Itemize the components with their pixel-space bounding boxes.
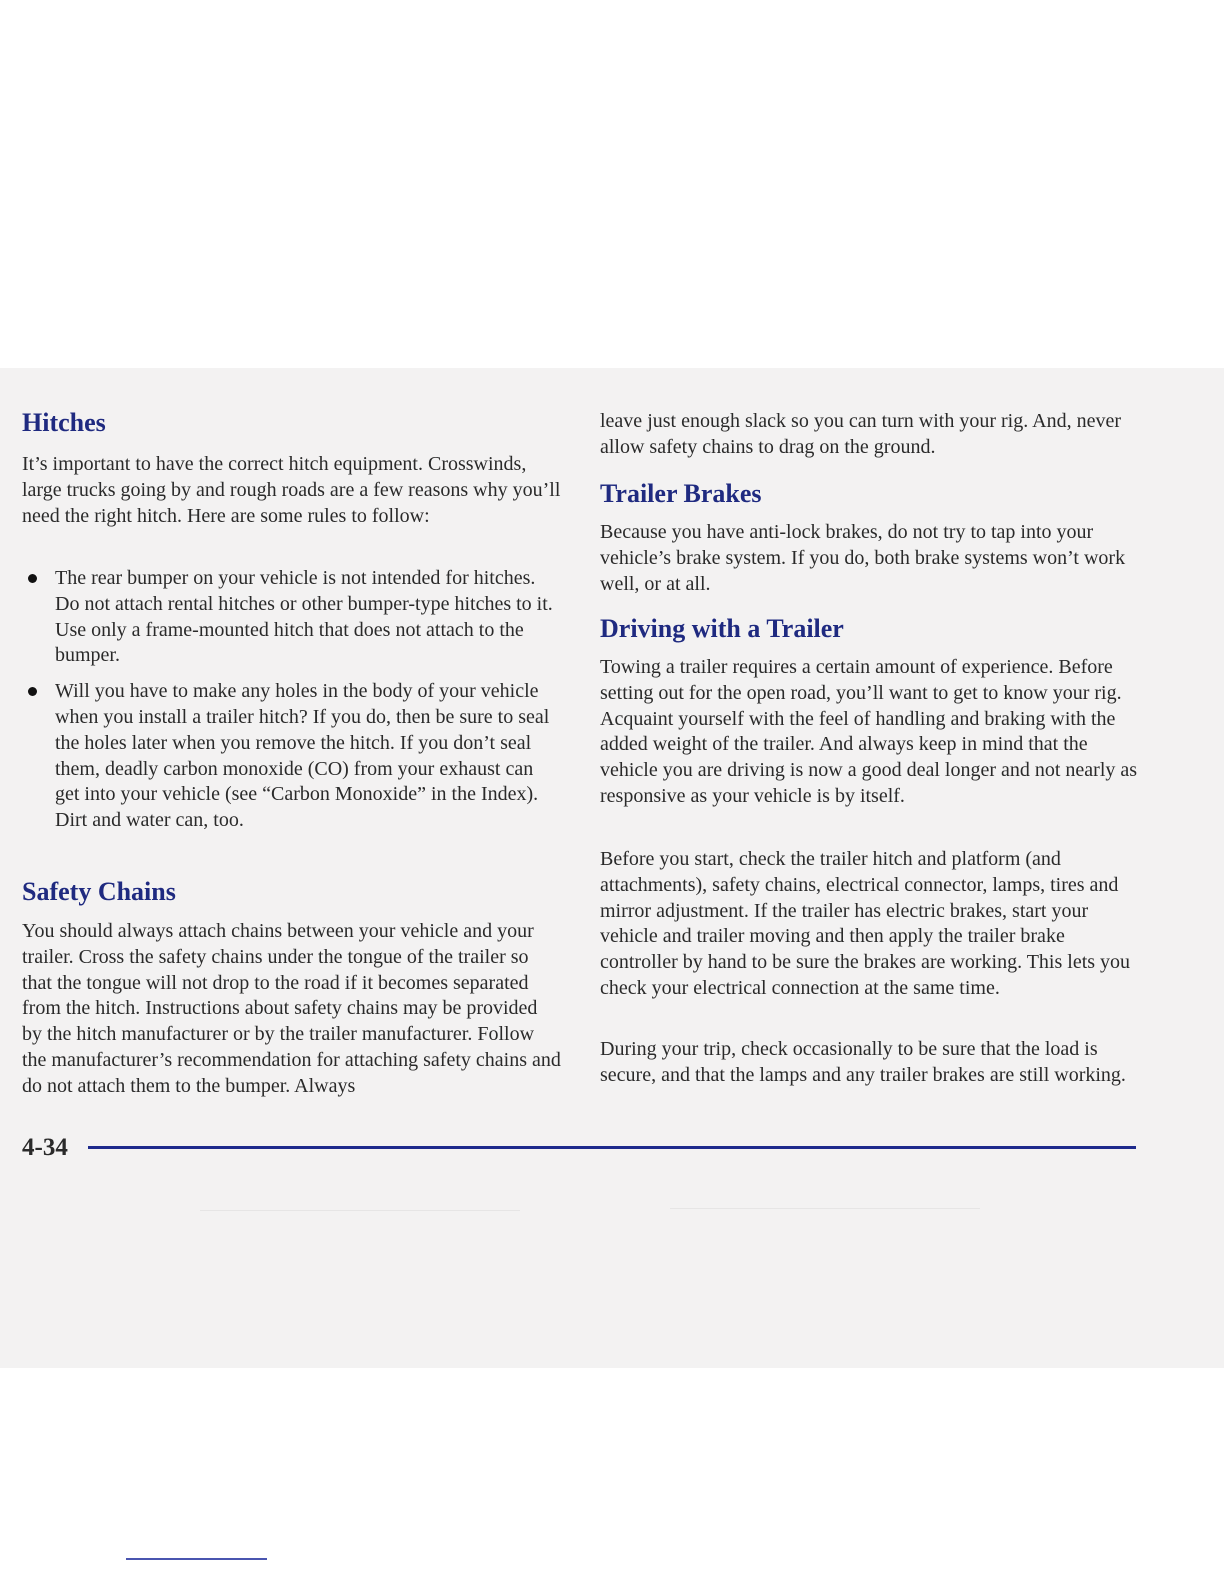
list-item	[22, 566, 562, 669]
bullet-icon	[28, 687, 37, 696]
bullet-text: Will you have to make any holes in the body of your vehicle when you install a trailer hitch? If you do, then be sure to seal the holes later when you remove the hitch. If you don’t seal them, deadly carbon monoxide (CO) from your exhaust can get into your vehicle (see “Carbon Monoxide” in the Index). Dirt and water can, too.	[55, 680, 550, 832]
list-item	[22, 679, 562, 834]
safety-chains-continuation: leave just enough slack so you can turn with your rig. And, never allow safety chains to drag on the ground.	[600, 410, 1121, 458]
footer-rule	[88, 1146, 1136, 1149]
bullet-text: The rear bumper on your vehicle is not intended for hitches. Do not attach rental hitches or other bumper-type hitches to it. Use only a frame-mounted hitch that does not attach to the bumper.	[55, 567, 553, 667]
safety-chains-text: You should always attach chains between your vehicle and your trailer. Cross the safety chains under the tongue of the trailer so that the tongue will not drop to the road if it becomes separated from the hitch. Instructions about safety chains may be provided by the hitch manufacturer or by the trailer manufacturer. Follow the manufacturer’s recommendation for attaching safety chains and do not attach them to the bumper. Always	[22, 920, 561, 1097]
faint-divider	[670, 1208, 980, 1209]
bullet-icon	[28, 574, 37, 583]
hitches-heading: Hitches	[22, 408, 106, 437]
hitches-rules-list	[22, 566, 562, 834]
page-number: 4-34	[22, 1134, 68, 1161]
driving-paragraph-2: Before you start, check the trailer hitch and platform (and attachments), safety chains, electrical connector, lamps, tires and mirror adjustment. If the trailer has electric brakes, start your vehicle and trailer moving and then apply the trailer brake controller by hand to be sure the brakes are working. This lets you check your electrical connection at the same time.	[600, 848, 1131, 999]
driving-paragraph-3: During your trip, check occasionally to be sure that the load is secure, and that the lamps and any trailer brakes are still working.	[600, 1038, 1126, 1086]
faint-divider	[200, 1210, 520, 1211]
driving-heading: Driving with a Trailer	[600, 614, 844, 643]
bottom-rule	[126, 1558, 267, 1560]
driving-paragraph-1: Towing a trailer requires a certain amount of experience. Before setting out for the open road, you’ll want to get to know your rig. Acquaint yourself with the feel of handling and braking with the added weight of the trailer. And always keep in mind that the vehicle you are driving is now a good deal longer and not nearly as responsive as your vehicle is by itself.	[600, 656, 1138, 807]
trailer-brakes-heading: Trailer Brakes	[600, 479, 762, 508]
safety-chains-heading: Safety Chains	[22, 877, 176, 906]
trailer-brakes-text: Because you have anti-lock brakes, do not try to tap into your vehicle’s brake system. If you do, both brake systems won’t work well, or at all.	[600, 521, 1126, 595]
hitches-intro: It’s important to have the correct hitch equipment. Crosswinds, large trucks going by and rough roads are a few reasons why you’ll need the right hitch. Here are some rules to follow:	[22, 453, 561, 527]
